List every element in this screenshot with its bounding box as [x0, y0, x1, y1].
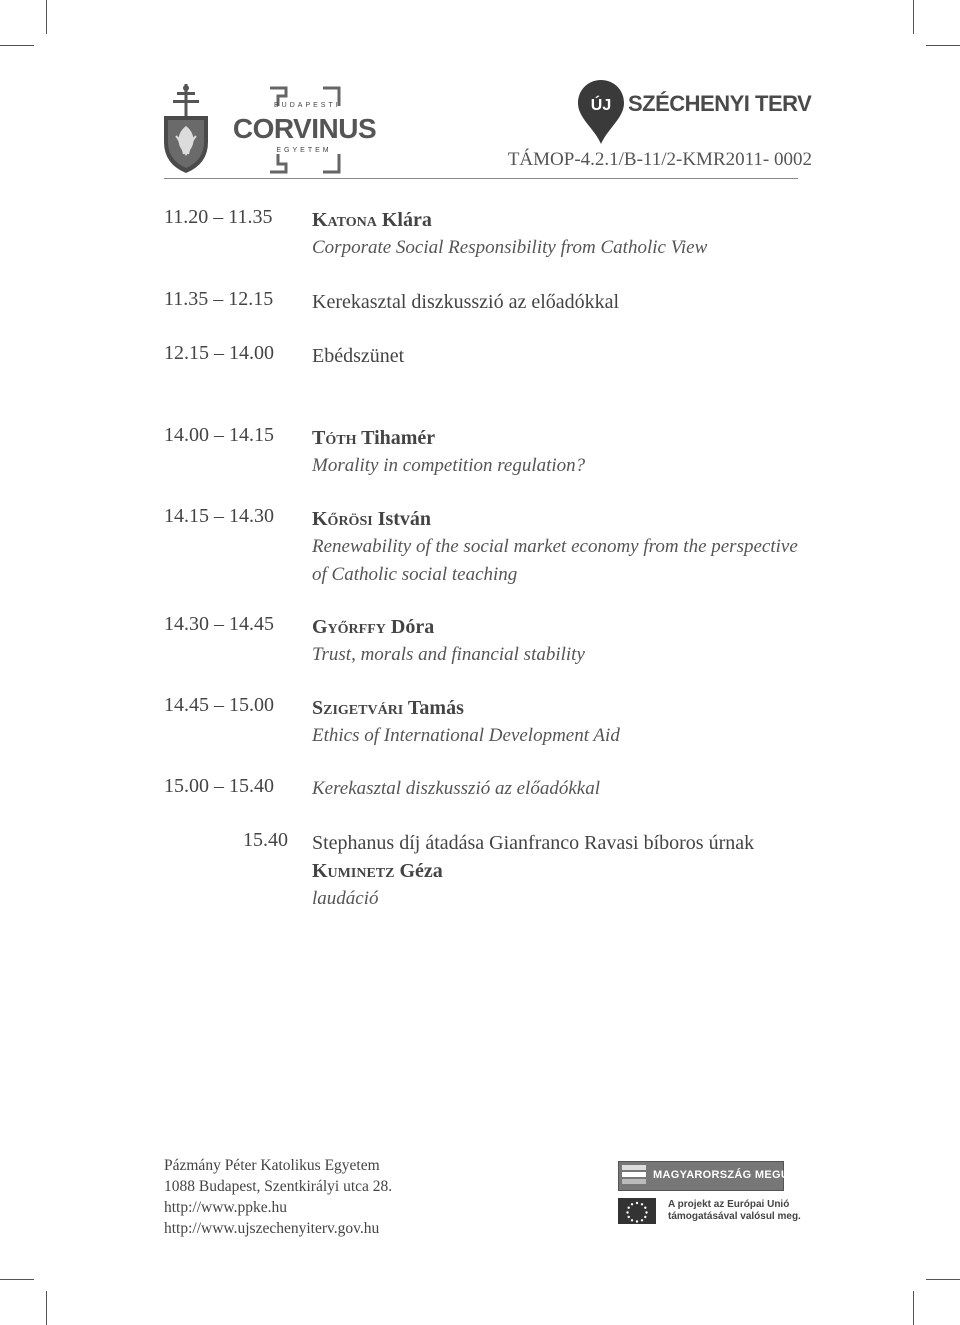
eu-support-text	[668, 1199, 801, 1223]
session-title: Kerekasztal diszkusszió az előadókkal	[312, 778, 600, 799]
institution-name: Pázmány Péter Katolikus Egyetem	[164, 1157, 380, 1174]
time-slot: 11.35 – 12.15	[164, 288, 274, 310]
speaker-name: Győrffy Dóra	[312, 616, 435, 638]
map-pin-icon	[576, 78, 626, 148]
crop-mark	[46, 0, 47, 34]
szechenyi-terv-text: SZÉCHENYI TERV	[628, 91, 812, 116]
time-slot: 15.40	[243, 829, 288, 851]
crop-mark	[0, 1279, 34, 1280]
szechenyi-terv-logo	[576, 78, 816, 148]
talk-title: Trust, morals and financial stability	[312, 644, 585, 665]
eu-flag-icon	[618, 1198, 656, 1224]
crop-mark	[913, 0, 914, 34]
corvinus-main-text: CORVINUS	[232, 113, 377, 144]
speaker-name: Szigetvári Tamás	[312, 697, 464, 719]
session-title: Ebédszünet	[312, 345, 405, 367]
session-title: Stephanus díj átadása Gianfranco Ravasi bíboros úrnak	[312, 832, 755, 854]
talk-title: Renewability of the social market economy from the perspective of Catholic social teaching	[312, 536, 798, 585]
banner-text: MAGYARORSZÁG MEGÚJUL	[653, 1169, 811, 1181]
speaker-name: Kőrösi István	[312, 508, 432, 530]
footer-contact	[164, 1155, 392, 1239]
website-link[interactable]: http://www.ujszechenyiterv.gov.hu	[164, 1220, 380, 1237]
crop-mark	[0, 45, 34, 46]
time-slot: 14.15 – 14.30	[164, 505, 274, 527]
website-link[interactable]: http://www.ppke.hu	[164, 1199, 287, 1216]
crop-mark	[913, 1291, 914, 1325]
time-slot: 12.15 – 14.00	[164, 342, 274, 364]
talk-title: Morality in competition regulation?	[312, 455, 586, 476]
time-slot: 11.20 – 11.35	[164, 206, 273, 228]
hungarian-flag-icon	[622, 1165, 646, 1187]
szechenyi-badge-text: ÚJ	[590, 97, 612, 114]
corvinus-bottom-text: EGYETEM	[276, 147, 332, 154]
time-slot: 15.00 – 15.40	[164, 775, 274, 797]
address: 1088 Budapest, Szentkirályi utca 28.	[164, 1178, 393, 1195]
speaker-name: Katona Klára	[312, 209, 432, 231]
ppke-logo	[162, 84, 210, 174]
talk-title: laudáció	[312, 888, 379, 909]
session-title: Kerekasztal diszkusszió az előadókkal	[312, 291, 620, 313]
crop-mark	[926, 1279, 960, 1280]
project-code: TÁMOP-4.2.1/B-11/2-KMR2011- 0002	[507, 149, 812, 170]
time-slot: 14.30 – 14.45	[164, 613, 274, 635]
crop-mark	[926, 45, 960, 46]
magyarorszag-megujul-banner	[618, 1161, 811, 1191]
ppke-shield-icon	[162, 84, 210, 174]
eu-text-line: támogatásával valósul meg.	[668, 1211, 801, 1222]
time-slot: 14.45 – 15.00	[164, 694, 274, 716]
eu-text-line: A projekt az Európai Unió	[668, 1199, 790, 1210]
crop-mark	[46, 1291, 47, 1325]
talk-title: Corporate Social Responsibility from Catholic View	[312, 237, 708, 258]
header-divider	[164, 178, 798, 179]
talk-title: Ethics of International Development Aid	[312, 725, 620, 746]
speaker-name: Kuminetz Géza	[312, 860, 443, 882]
time-slot: 14.00 – 14.15	[164, 424, 274, 446]
corvinus-top-text: BUDAPESTI	[274, 102, 341, 109]
speaker-name: Tóth Tihamér	[312, 427, 436, 449]
corvinus-logo	[232, 86, 377, 174]
